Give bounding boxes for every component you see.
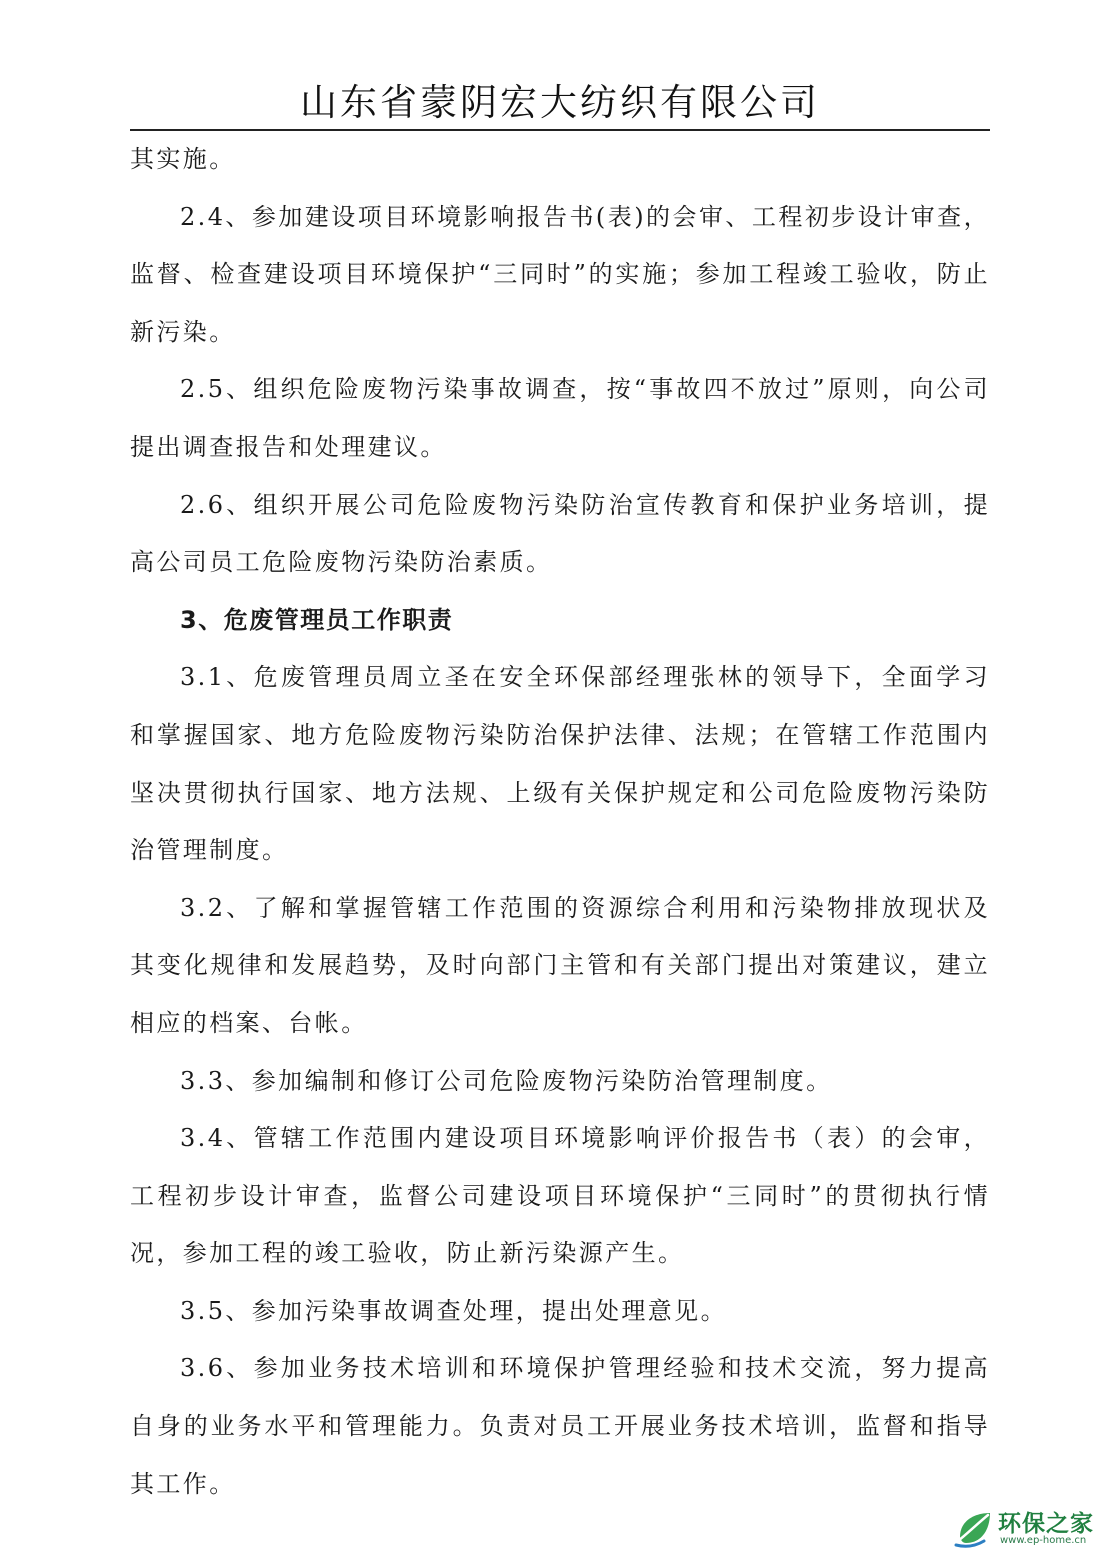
document-body [130,131,990,1513]
paragraph-2-5: 2.5、组织危险废物污染事故调查，按“事故四不放过”原则，向公司提出调查报告和处理建议。 [130,375,990,461]
paragraph-3-6: 3.6、参加业务技术培训和环境保护管理经验和技术交流，努力提高自身的业务水平和管理能力。负责对员工开展业务技术培训，监督和指导其工作。 [130,1354,990,1498]
watermark-name: 环保之家 [998,1511,1094,1537]
paragraph-3-1: 3.1、危废管理员周立圣在安全环保部经理张林的领导下，全面学习和掌握国家、地方危险废物污染防治保护法律、法规；在管辖工作范围内坚决贯彻执行国家、地方法规、上级有关保护规定和公司危险废物污染防治管理制度。 [130,663,990,865]
paragraph-3-3: 3.3、参加编制和修订公司危险废物污染防治管理制度。 [180,1066,833,1095]
paragraph-3-5: 3.5、参加污染事故调查处理，提出处理意见。 [180,1296,727,1325]
paragraph-3-2: 3.2、了解和掌握管辖工作范围的资源综合利用和污染物排放现状及其变化规律和发展趋势，及时向部门主管和有关部门提出对策建议，建立相应的档案、台帐。 [130,893,990,1037]
leaf-logo-icon [954,1507,996,1549]
paragraph-3-4: 3.4、管辖工作范围内建设项目环境影响评价报告书（表）的会审，工程初步设计审查，监督公司建设项目环境保护“三同时”的贯彻执行情况，参加工程的竣工验收，防止新污染源产生。 [130,1124,990,1268]
page-header-company: 山东省蒙阴宏大纺织有限公司 [300,81,820,124]
paragraph-2-6: 2.6、组织开展公司危险废物污染防治宣传教育和保护业务培训，提高公司员工危险废物污染防治素质。 [130,490,990,577]
watermark-url: www.ep-home.cn [1000,1535,1087,1546]
section-heading-3: 3、危废管理员工作职责 [180,605,454,634]
site-watermark [954,1503,1094,1555]
paragraph-continuation: 其实施。 [130,145,236,173]
paragraph-2-4: 2.4、参加建设项目环境影响报告书(表)的会审、工程初步设计审查，监督、检查建设项目环境保护“三同时”的实施；参加工程竣工验收，防止新污染。 [130,202,990,346]
